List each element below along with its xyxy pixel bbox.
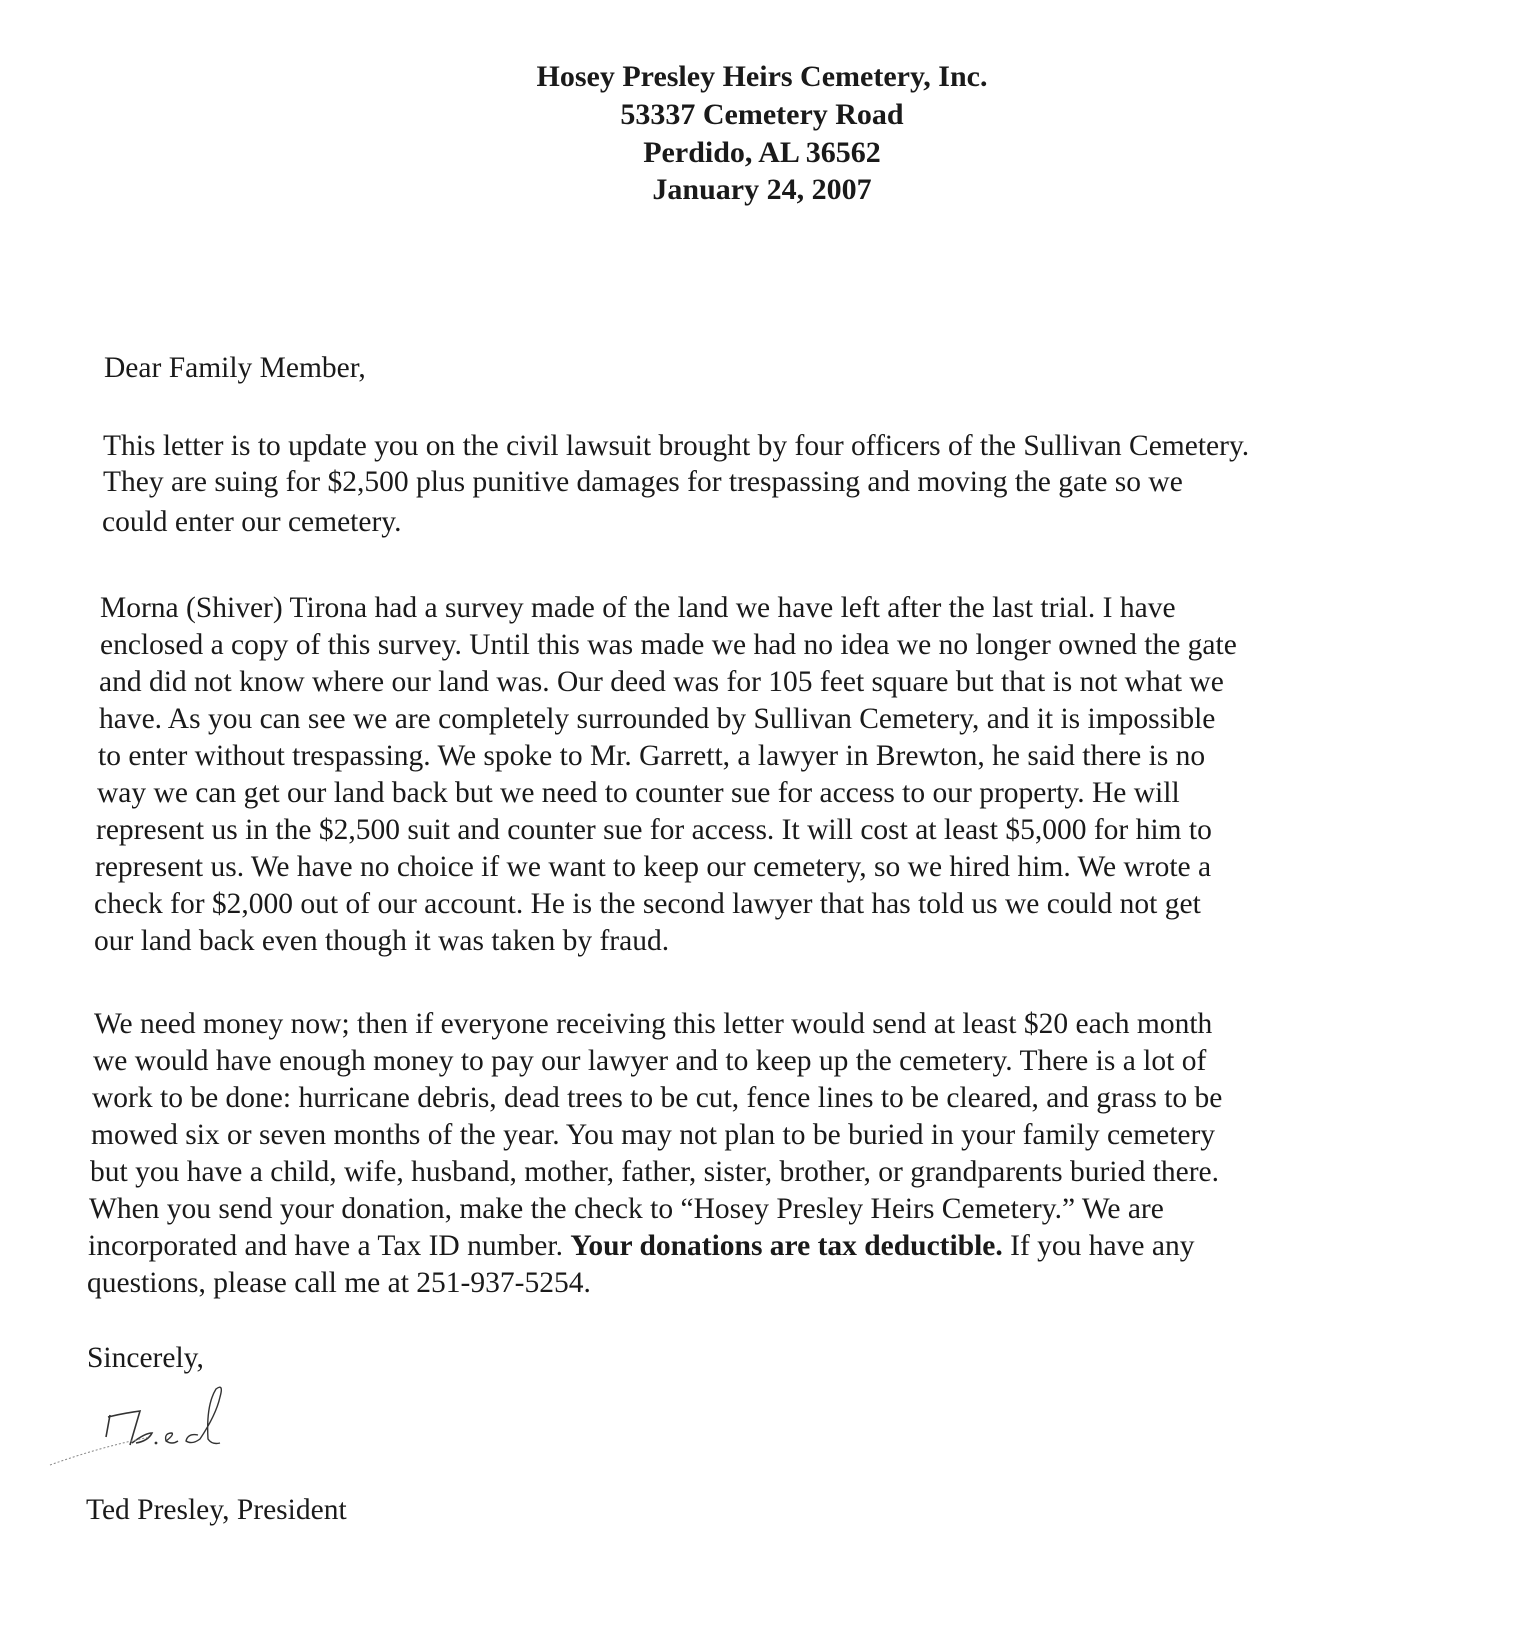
text-segment: If you have any <box>1002 1230 1195 1262</box>
text-line: represent us in the $2,500 suit and counter sue for access. It will cost at least $5,000 for him to <box>96 814 1212 846</box>
text-line <box>88 1230 1194 1263</box>
salutation: Dear Family Member, <box>104 352 366 384</box>
text-line: enclosed a copy of this survey. Until this was made we had no idea we no longer owned the gate <box>100 629 1237 661</box>
text-line: have. As you can see we are completely surrounded by Sullivan Cemetery, and it is impossible <box>99 703 1216 735</box>
text-line: but you have a child, wife, husband, mother, father, sister, brother, or grandparents buried there. <box>90 1156 1220 1188</box>
text-line: We need money now; then if everyone receiving this letter would send at least $20 each month <box>94 1008 1213 1040</box>
text-line: mowed six or seven months of the year. You may not plan to be buried in your family cemetery <box>91 1119 1216 1151</box>
text-line: we would have enough money to pay our lawyer and to keep up the cemetery. There is a lot of <box>93 1045 1207 1077</box>
text-line: could enter our cemetery. <box>102 506 402 538</box>
signer-name-title: Ted Presley, President <box>86 1494 347 1526</box>
text-line: Morna (Shiver) Tirona had a survey made of the land we have left after the last trial. I have <box>100 592 1176 624</box>
text-line: to enter without trespassing. We spoke to Mr. Garrett, a lawyer in Brewton, he said there is no <box>98 740 1206 772</box>
text-line: way we can get our land back but we need to counter sue for access to our property. He will <box>97 777 1180 809</box>
text-line: our land back even though it was taken by fraud. <box>94 925 670 957</box>
text-segment: incorporated and have a Tax ID number. <box>88 1230 571 1262</box>
text-line: They are suing for $2,500 plus punitive damages for trespassing and moving the gate so we <box>103 466 1183 498</box>
text-line: questions, please call me at 251-937-5254. <box>87 1267 591 1299</box>
text-line: This letter is to update you on the civil lawsuit brought by four officers of the Sullivan Cemetery. <box>103 430 1250 462</box>
text-line: check for $2,000 out of our account. He is the second lawyer that has told us we could not get <box>94 888 1201 920</box>
text-line: and did not know where our land was. Our deed was for 105 feet square but that is not what we <box>99 666 1224 698</box>
text-line: represent us. We have no choice if we want to keep our cemetery, so we hired him. We wrote a <box>95 851 1212 883</box>
street-address: 53337 Cemetery Road <box>620 98 904 131</box>
text-line: work to be done: hurricane debris, dead trees to be cut, fence lines to be cleared, and grass to be <box>92 1082 1223 1114</box>
city-state-zip: Perdido, AL 36562 <box>643 136 881 169</box>
closing: Sincerely, <box>87 1342 204 1374</box>
letter-date: January 24, 2007 <box>652 173 872 206</box>
handwritten-signature <box>40 1375 270 1485</box>
organization-name: Hosey Presley Heirs Cemetery, Inc. <box>536 60 988 93</box>
tax-deductible-emphasis: Your donations are tax deductible. <box>570 1230 1003 1262</box>
text-line: When you send your donation, make the check to “Hosey Presley Heirs Cemetery.” We are <box>89 1193 1164 1225</box>
